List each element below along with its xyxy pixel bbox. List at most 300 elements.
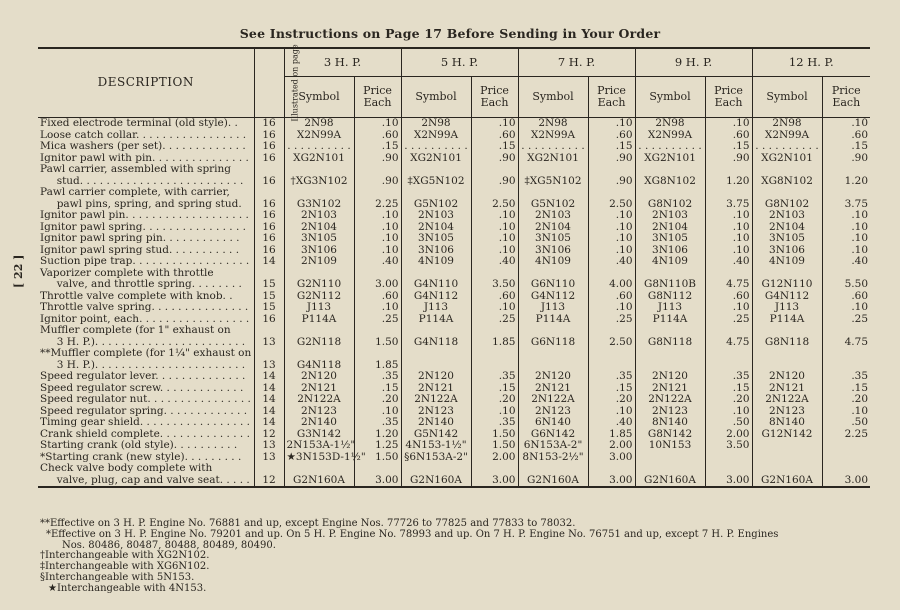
part-symbol: G5N142 [401, 429, 471, 441]
description-line: Speed regulator screw. . . . . . . . . . . . . [40, 381, 244, 394]
part-price: .35 [354, 417, 401, 429]
part-price: .10 [354, 118, 401, 130]
part-price: .60 [705, 291, 752, 303]
part-symbol: G3N142 [284, 429, 354, 441]
part-price: .15 [705, 141, 752, 153]
part-symbol: XG8N102 [752, 164, 822, 187]
part-price: .35 [471, 371, 518, 383]
part-price: .15 [705, 383, 752, 395]
description-line: Mica washers (per set). . . . . . . . . . . . . [40, 140, 246, 152]
part-symbol [752, 348, 822, 371]
part-symbol: G2N160A [284, 463, 354, 487]
part-price: 2.00 [471, 452, 518, 464]
illustrated-page: 13 [254, 348, 284, 371]
part-symbol: ‡XG5N102 [518, 164, 588, 187]
part-symbol: 2N120 [518, 371, 588, 383]
part-price: .10 [705, 118, 752, 130]
part-symbol: G4N118 [401, 325, 471, 348]
description-line: Ignitor pawl spring pin. . . . . . . . . . . . [40, 232, 240, 244]
part-symbol: XG8N102 [635, 164, 705, 187]
description-line: Ignitor pawl pin. . . . . . . . . . . . . . . . . . . [40, 209, 249, 221]
part-price: .40 [354, 256, 401, 268]
part-price: 3.75 [822, 187, 870, 210]
part-price: .35 [588, 371, 635, 383]
part-symbol: †XG3N102 [284, 164, 354, 187]
part-price: .15 [822, 141, 870, 153]
part-symbol: 2N122A [284, 394, 354, 406]
symbol-header: Symbol [518, 77, 588, 118]
part-price: .10 [471, 222, 518, 234]
part-symbol: 2N121 [284, 383, 354, 395]
part-price: 1.50 [471, 440, 518, 452]
part-symbol: P114A [635, 314, 705, 326]
part-price: .60 [354, 291, 401, 303]
footnote: **Effective on 3 H. P. Engine No. 76881 and up, except Engine Nos. 77726 to 77825 and 77833 to 78032. [40, 518, 576, 529]
part-price: .10 [354, 222, 401, 234]
part-symbol: 2N104 [752, 222, 822, 234]
part-price: .10 [705, 245, 752, 257]
part-price: 3.00 [822, 463, 870, 487]
part-symbol: XG2N101 [635, 153, 705, 165]
part-symbol: 2N123 [752, 406, 822, 418]
part-price: .10 [705, 222, 752, 234]
illustrated-page: 16 [254, 314, 284, 326]
description-line: Check valve body complete with [40, 462, 213, 474]
table-row [38, 141, 870, 153]
description-line: 3 H. P.). . . . . . . . . . . . . . . . . . . . . . . [40, 358, 246, 371]
part-price: 3.00 [471, 463, 518, 487]
part-symbol: 3N105 [518, 233, 588, 245]
part-description [38, 268, 254, 291]
part-symbol: P114A [284, 314, 354, 326]
illustrated-page: 15 [254, 291, 284, 303]
table-row [38, 164, 870, 187]
part-price: .35 [354, 371, 401, 383]
part-symbol [401, 348, 471, 371]
part-symbol: G8N118 [635, 325, 705, 348]
symbol-header: Symbol [284, 77, 354, 118]
table-row [38, 256, 870, 268]
part-symbol: 2N122A [752, 394, 822, 406]
part-price: .10 [588, 210, 635, 222]
part-price: .20 [354, 394, 401, 406]
part-price: .10 [354, 302, 401, 314]
part-price: .10 [354, 245, 401, 257]
part-symbol: 3N106 [752, 245, 822, 257]
hp-header-7: 7 H. P. [518, 48, 635, 77]
part-price: .90 [588, 164, 635, 187]
part-symbol: 2N153A-1½" [284, 440, 354, 452]
part-symbol: 2N98 [635, 118, 705, 130]
part-description [38, 210, 254, 222]
part-description [38, 302, 254, 314]
part-symbol: G12N110 [752, 268, 822, 291]
illustrated-page: 16 [254, 233, 284, 245]
part-description [38, 187, 254, 210]
footnote: §Interchangeable with 5N153. [40, 571, 195, 583]
part-symbol: 4N109 [752, 256, 822, 268]
hp-header-12: 12 H. P. [752, 48, 870, 77]
illustrated-page: 14 [254, 417, 284, 429]
part-description [38, 118, 254, 130]
table-row [38, 233, 870, 245]
part-description [38, 440, 254, 452]
description-line: Speed regulator lever. . . . . . . . . . . . . . [40, 370, 246, 382]
part-symbol: XG2N101 [284, 153, 354, 165]
illustrated-page: 13 [254, 452, 284, 464]
description-line: Timing gear shield. . . . . . . . . . . . . . . . . [40, 416, 250, 428]
illustrated-page: 14 [254, 394, 284, 406]
illustrated-page: 14 [254, 406, 284, 418]
part-symbol: 4N109 [518, 256, 588, 268]
part-price: .15 [588, 383, 635, 395]
part-price [822, 440, 870, 452]
hp-header-9: 9 H. P. [635, 48, 752, 77]
part-symbol: 2N120 [635, 371, 705, 383]
part-symbol: X2N99A [284, 130, 354, 142]
part-price: .10 [705, 406, 752, 418]
part-price: 2.25 [822, 429, 870, 441]
part-symbol: 2N98 [518, 118, 588, 130]
illustrated-page: 14 [254, 371, 284, 383]
description-header: DESCRIPTION [38, 48, 254, 118]
part-symbol: 2N121 [635, 383, 705, 395]
part-price: .10 [588, 118, 635, 130]
footnote: †Interchangeable with XG2N102. [40, 550, 210, 562]
part-symbol: G5N102 [518, 187, 588, 210]
part-price: .25 [588, 314, 635, 326]
part-price: .10 [705, 302, 752, 314]
part-price: .50 [705, 417, 752, 429]
part-symbol: G8N118 [752, 325, 822, 348]
part-price: 2.00 [588, 440, 635, 452]
part-price: .60 [588, 291, 635, 303]
part-price: .60 [471, 291, 518, 303]
part-price: .90 [354, 153, 401, 165]
part-symbol: G2N118 [284, 325, 354, 348]
part-price: 4.75 [705, 325, 752, 348]
part-price: 1.85 [354, 348, 401, 371]
part-symbol: . . . . . . . . . . [518, 141, 588, 153]
part-price: .10 [822, 210, 870, 222]
table-row [38, 417, 870, 429]
part-symbol: 2N140 [401, 417, 471, 429]
part-price: .35 [471, 417, 518, 429]
part-symbol: X2N99A [635, 130, 705, 142]
part-price: .10 [822, 222, 870, 234]
part-symbol: 3N105 [752, 233, 822, 245]
hp-header-5: 5 H. P. [401, 48, 518, 77]
illustrated-page: 16 [254, 130, 284, 142]
footnote: Nos. 80486, 80487, 80488, 80489, 80490. [62, 539, 276, 551]
part-symbol: 2N121 [752, 383, 822, 395]
part-symbol: 2N123 [401, 406, 471, 418]
part-symbol: 2N120 [284, 371, 354, 383]
part-symbol: ‡XG5N102 [401, 164, 471, 187]
part-symbol: 2N123 [284, 406, 354, 418]
table-row [38, 348, 870, 371]
part-price [705, 452, 752, 464]
part-description [38, 256, 254, 268]
part-price: .25 [471, 314, 518, 326]
table-row [38, 371, 870, 383]
part-symbol: 4N153-1½" [401, 440, 471, 452]
illustrated-page: 16 [254, 118, 284, 130]
part-symbol: 3N105 [635, 233, 705, 245]
part-symbol: G5N102 [401, 187, 471, 210]
part-price: 2.50 [471, 187, 518, 210]
part-price: 3.00 [705, 463, 752, 487]
part-price: 2.50 [588, 187, 635, 210]
part-symbol: 8N153-2½" [518, 452, 588, 464]
part-price: 2.00 [705, 429, 752, 441]
description-line: valve, plug, cap and valve seat. . . . . [40, 473, 250, 486]
part-price: 3.75 [705, 187, 752, 210]
description-line: Crank shield complete. . . . . . . . . . . . . . [40, 427, 250, 440]
part-symbol: 2N98 [284, 118, 354, 130]
part-price: 3.00 [588, 463, 635, 487]
part-price: .10 [354, 233, 401, 245]
part-symbol: G6N118 [518, 325, 588, 348]
part-symbol: G8N102 [635, 187, 705, 210]
part-price [705, 348, 752, 371]
part-price: .10 [588, 406, 635, 418]
part-symbol: 2N103 [752, 210, 822, 222]
parts-price-table [38, 44, 870, 488]
description-line: **Muffler complete (for 1¼" exhaust on [40, 347, 252, 359]
part-symbol [752, 452, 822, 464]
part-price: .15 [471, 383, 518, 395]
part-price: .10 [588, 233, 635, 245]
part-symbol: G2N112 [284, 291, 354, 303]
part-price: 1.25 [354, 440, 401, 452]
description-line: 3 H. P.). . . . . . . . . . . . . . . . . . . . . . . [40, 335, 246, 348]
part-price: .90 [471, 164, 518, 187]
part-symbol: 8N140 [752, 417, 822, 429]
part-symbol: 2N109 [284, 256, 354, 268]
part-price: 1.20 [354, 429, 401, 441]
part-price [822, 348, 870, 371]
part-symbol: 2N103 [518, 210, 588, 222]
description-line: Throttle valve complete with knob. . [40, 289, 233, 302]
part-symbol: 2N104 [284, 222, 354, 234]
part-price: .10 [588, 222, 635, 234]
part-price: .25 [705, 314, 752, 326]
price-header: Price Each [705, 77, 752, 118]
footnote: ★Interchangeable with 4N153. [48, 582, 207, 594]
part-symbol: 2N121 [401, 383, 471, 395]
part-symbol [635, 452, 705, 464]
part-symbol: XG2N101 [752, 153, 822, 165]
part-price: .10 [471, 245, 518, 257]
part-symbol: . . . . . . . . . . [284, 141, 354, 153]
symbol-header: Symbol [635, 77, 705, 118]
part-price: .35 [822, 371, 870, 383]
table-row [38, 440, 870, 452]
illustrated-header [254, 44, 300, 122]
part-price: .90 [471, 153, 518, 165]
description-line: Suction pipe trap. . . . . . . . . . . . . . . . . . [40, 255, 250, 267]
part-price: .40 [588, 256, 635, 268]
part-description [38, 141, 254, 153]
part-symbol: 2N123 [518, 406, 588, 418]
description-line: Pawl carrier, assembled with spring [40, 163, 232, 175]
part-symbol: G12N142 [752, 429, 822, 441]
part-symbol: P114A [401, 314, 471, 326]
part-symbol: 3N106 [635, 245, 705, 257]
part-symbol: 2N120 [401, 371, 471, 383]
part-symbol: 2N121 [518, 383, 588, 395]
description-line: Ignitor pawl spring stud. . . . . . . . . . . [40, 243, 240, 256]
part-price: .10 [471, 210, 518, 222]
part-symbol: 2N103 [284, 210, 354, 222]
description-line: Fixed electrode terminal (old style). . [40, 117, 238, 129]
part-price: .90 [705, 153, 752, 165]
part-description [38, 348, 254, 371]
description-line: Ignitor point, each. . . . . . . . . . . . . . . . . [40, 312, 250, 325]
page-header: See Instructions on Page 17 Before Sending in Your Order [239, 26, 661, 41]
part-price: .10 [822, 406, 870, 418]
part-symbol: 3N106 [401, 245, 471, 257]
part-symbol: J113 [284, 302, 354, 314]
part-price: .90 [822, 153, 870, 165]
part-symbol: 2N120 [752, 371, 822, 383]
description-line: Muffler complete (for 1" exhaust on [40, 324, 231, 336]
part-symbol: G4N112 [518, 291, 588, 303]
part-symbol: G2N110 [284, 268, 354, 291]
table-row [38, 302, 870, 314]
description-line: Pawl carrier complete, with carrier, [40, 186, 230, 198]
price-header: Price Each [354, 77, 401, 118]
part-description [38, 233, 254, 245]
part-price: 1.50 [354, 452, 401, 464]
illustrated-page: 12 [254, 463, 284, 487]
part-price: .10 [471, 233, 518, 245]
part-symbol: ★3N153D-1½" [284, 452, 354, 464]
part-symbol: 2N140 [284, 417, 354, 429]
part-symbol: 2N122A [518, 394, 588, 406]
part-price: .15 [354, 141, 401, 153]
symbol-header: Symbol [401, 77, 471, 118]
part-price: .10 [822, 233, 870, 245]
footnotes [40, 519, 778, 595]
part-symbol: 2N123 [635, 406, 705, 418]
hp-header-3: 3 H. P. [284, 48, 401, 77]
table-row [38, 268, 870, 291]
part-price: 1.20 [705, 164, 752, 187]
part-price: 2.25 [354, 187, 401, 210]
illustrated-page: 16 [254, 141, 284, 153]
part-price: .15 [354, 383, 401, 395]
part-symbol: G4N118 [284, 348, 354, 371]
part-symbol: 6N140 [518, 417, 588, 429]
description-line: stud. . . . . . . . . . . . . . . . . . . . . . . . . [40, 174, 244, 187]
part-symbol [635, 348, 705, 371]
illustrated-page: 16 [254, 153, 284, 165]
description-line: Loose catch collar. . . . . . . . . . . . . . . . . [40, 128, 247, 141]
part-price: .25 [822, 314, 870, 326]
illustrated-page: 16 [254, 187, 284, 210]
part-symbol: J113 [518, 302, 588, 314]
part-description [38, 394, 254, 406]
part-price: 1.50 [471, 429, 518, 441]
description-line: Ignitor pawl with pin. . . . . . . . . . . . . . . [40, 151, 249, 164]
table-row [38, 394, 870, 406]
illustrated-page: 13 [254, 325, 284, 348]
part-price: 2.50 [588, 325, 635, 348]
illustrated-page: 13 [254, 440, 284, 452]
part-symbol: . . . . . . . . . . [635, 141, 705, 153]
part-price: .10 [822, 118, 870, 130]
part-symbol: G2N160A [401, 463, 471, 487]
symbol-header: Symbol [752, 77, 822, 118]
footnote: ‡Interchangeable with XG6N102. [40, 561, 210, 573]
part-price: .10 [705, 210, 752, 222]
part-price: .40 [822, 256, 870, 268]
description-line: *Starting crank (new style). . . . . . . . . [40, 450, 242, 463]
part-price: .10 [705, 233, 752, 245]
part-symbol: 2N104 [401, 222, 471, 234]
part-description [38, 164, 254, 187]
description-line: Vaporizer complete with throttle [40, 266, 214, 279]
part-price: .10 [471, 406, 518, 418]
part-price: .25 [354, 314, 401, 326]
part-price: .10 [354, 210, 401, 222]
part-price: .10 [471, 302, 518, 314]
description-line: valve, and throttle spring. . . . . . . . [40, 278, 242, 290]
part-price: .20 [588, 394, 635, 406]
part-symbol: 3N105 [284, 233, 354, 245]
part-symbol: X2N99A [518, 130, 588, 142]
part-symbol: G8N112 [635, 291, 705, 303]
part-symbol: 2N122A [635, 394, 705, 406]
part-symbol: 3N105 [401, 233, 471, 245]
table-row [38, 210, 870, 222]
part-price: .20 [822, 394, 870, 406]
description-line: Speed regulator spring. . . . . . . . . . . . . [40, 404, 248, 417]
part-symbol: P114A [752, 314, 822, 326]
part-price: 3.00 [354, 463, 401, 487]
part-price: .10 [822, 302, 870, 314]
illustrated-page: 12 [254, 429, 284, 441]
part-symbol: G8N110B [635, 268, 705, 291]
part-description [38, 417, 254, 429]
price-header: Price Each [822, 77, 870, 118]
part-price: 4.00 [588, 268, 635, 291]
part-symbol: . . . . . . . . . . [752, 141, 822, 153]
part-symbol: 6N153A-2" [518, 440, 588, 452]
part-symbol: 4N109 [635, 256, 705, 268]
part-price: .15 [822, 383, 870, 395]
part-price: 3.50 [471, 268, 518, 291]
table-row [38, 463, 870, 487]
part-symbol: J113 [635, 302, 705, 314]
part-price: 3.50 [705, 440, 752, 452]
part-symbol: J113 [752, 302, 822, 314]
part-price: .40 [471, 256, 518, 268]
illustrated-page: 14 [254, 256, 284, 268]
part-symbol: . . . . . . . . . . [401, 141, 471, 153]
table-row [38, 325, 870, 348]
part-description [38, 325, 254, 348]
part-price: .90 [354, 164, 401, 187]
part-symbol: X2N99A [752, 130, 822, 142]
part-symbol: G2N160A [635, 463, 705, 487]
part-price: .60 [471, 130, 518, 142]
description-line: pawl pins, spring, and spring stud. [40, 197, 242, 210]
part-symbol: G6N110 [518, 268, 588, 291]
part-symbol: G6N142 [518, 429, 588, 441]
